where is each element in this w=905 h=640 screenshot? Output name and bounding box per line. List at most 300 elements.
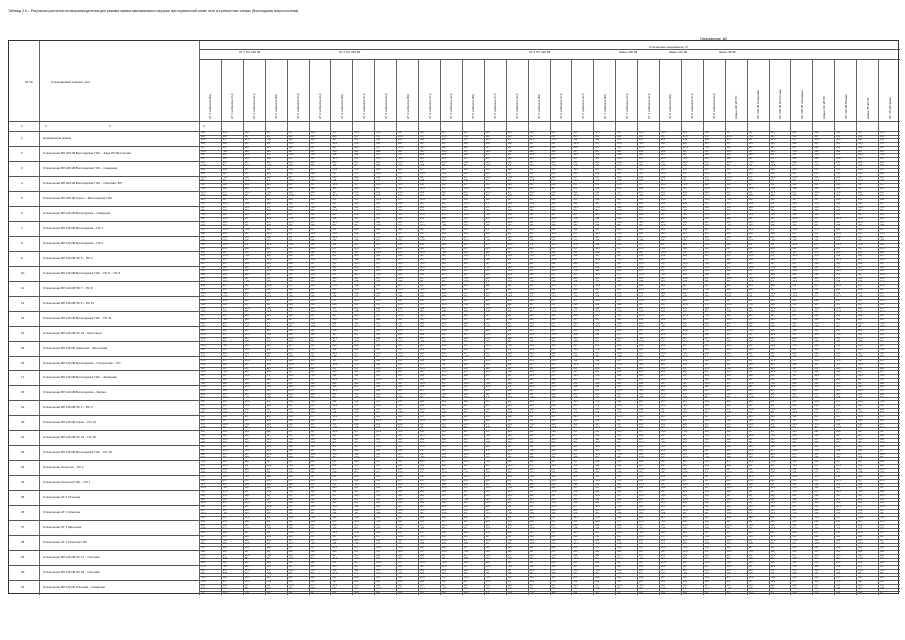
value-cell: 117 xyxy=(485,456,490,460)
value-cell: 2% xyxy=(376,411,380,415)
value-cell: 6.3 xyxy=(726,265,731,269)
value-cell: 116 xyxy=(704,467,709,471)
value-cell: 231 xyxy=(222,272,227,276)
value-cell: -1% xyxy=(595,374,600,378)
value-cell: 2% xyxy=(398,347,402,351)
value-cell: 10.5 xyxy=(595,299,600,303)
value-cell: 3% xyxy=(463,579,468,583)
value-cell: 231 xyxy=(244,430,249,434)
value-cell: 0% xyxy=(814,168,818,172)
value-cell: 10.5 xyxy=(398,329,403,333)
value-cell: 225 xyxy=(770,519,775,523)
value-cell: 10.4 xyxy=(266,437,272,441)
value-cell: 0% xyxy=(266,441,271,445)
value-cell: 117 xyxy=(858,486,862,490)
value-cell: 10.4 xyxy=(376,235,381,239)
value-cell: 228 xyxy=(244,246,249,250)
value-cell: 6.3 xyxy=(748,149,752,153)
value-cell: 118 xyxy=(551,396,556,400)
value-cell: 6.3 xyxy=(463,175,468,179)
value-cell: 0% xyxy=(201,516,205,520)
value-cell: 3% xyxy=(463,527,468,531)
value-cell: 10.5 xyxy=(244,542,250,546)
value-cell: 118 xyxy=(748,445,753,449)
value-cell: 231 xyxy=(310,160,315,164)
value-cell: 228 xyxy=(507,531,512,535)
value-cell: 225 xyxy=(244,261,249,265)
value-cell: 231 xyxy=(661,396,666,400)
value-cell: 118 xyxy=(726,456,731,460)
value-cell: 6.3 xyxy=(814,295,818,299)
value-cell: 116 xyxy=(376,478,381,482)
value-cell: 2% xyxy=(288,576,293,580)
value-cell: 231 xyxy=(704,490,709,494)
value-cell: 118 xyxy=(880,243,884,247)
value-cell: 228 xyxy=(748,205,753,209)
value-cell: 231 xyxy=(639,344,644,348)
value-cell: 10.4 xyxy=(661,430,666,434)
row-element: Отключение ВЛ 110 кВ Вологодская ГЭС – Западная xyxy=(43,376,117,380)
value-cell: 10.4 xyxy=(485,175,491,179)
value-cell: 225 xyxy=(792,183,797,187)
value-cell: -1% xyxy=(836,501,841,505)
value-cell: 6.3 xyxy=(420,549,424,553)
value-cell: 2% xyxy=(222,456,227,460)
header-group4: Шины 220 кВ xyxy=(619,50,638,54)
value-cell: 6.3 xyxy=(814,269,818,273)
value-cell: -1% xyxy=(661,325,666,329)
value-cell: 228 xyxy=(726,463,731,467)
value-cell: 10.5 xyxy=(266,478,272,482)
value-cell: 231 xyxy=(792,272,797,276)
value-cell: 225 xyxy=(551,392,556,396)
value-cell: 10.4 xyxy=(376,430,381,434)
value-cell: 116 xyxy=(441,377,446,381)
row-element: Отключение АТ 2 Опытная xyxy=(43,496,81,500)
value-cell: 2% xyxy=(814,224,818,228)
value-cell: 118 xyxy=(288,385,293,389)
value-cell: 228 xyxy=(726,216,731,220)
value-cell: 3% xyxy=(420,291,424,295)
value-cell: 117 xyxy=(222,587,227,591)
value-cell: 117 xyxy=(288,344,293,348)
value-cell: 6.3 xyxy=(858,310,862,314)
value-cell: 228 xyxy=(244,467,249,471)
value-cell: 0% xyxy=(836,441,840,445)
value-cell: 116 xyxy=(222,276,227,280)
value-cell: 2% xyxy=(836,471,840,475)
value-cell: -1% xyxy=(704,508,710,512)
value-cell: 118 xyxy=(485,329,490,333)
value-cell: 225 xyxy=(748,531,753,535)
value-cell: 10.5 xyxy=(485,332,491,336)
value-cell: 2% xyxy=(551,523,555,527)
value-cell: -1% xyxy=(332,426,337,430)
value-cell: 0% xyxy=(726,579,731,583)
value-cell: -1% xyxy=(814,396,819,400)
value-cell: 10.4 xyxy=(836,437,841,441)
value-cell: 0% xyxy=(748,411,753,415)
value-cell: 116 xyxy=(244,265,249,269)
value-cell: 10.5 xyxy=(704,265,710,269)
value-cell: 0% xyxy=(880,314,884,318)
value-cell: 6.3 xyxy=(376,534,380,538)
value-cell: -1% xyxy=(880,153,885,157)
value-cell: 0% xyxy=(880,508,884,512)
value-cell: 116 xyxy=(529,381,534,385)
value-cell: -1% xyxy=(398,430,403,434)
value-cell: 3% xyxy=(617,534,621,538)
value-cell: 116 xyxy=(310,332,315,336)
value-cell: 116 xyxy=(639,179,643,183)
value-cell: 228 xyxy=(682,280,687,284)
value-cell: 6.3 xyxy=(748,538,752,542)
value-cell: 117 xyxy=(573,486,578,490)
value-cell: 231 xyxy=(726,400,731,404)
value-cell: 225 xyxy=(376,527,381,531)
value-cell: 3% xyxy=(704,538,709,542)
value-cell: 10.4 xyxy=(420,366,425,370)
value-cell: 228 xyxy=(880,198,885,202)
value-cell: 225 xyxy=(441,310,446,314)
value-cell: -1% xyxy=(573,243,578,247)
value-cell: -1% xyxy=(551,138,556,142)
value-cell: 228 xyxy=(376,344,381,348)
value-cell: 228 xyxy=(682,396,687,400)
value-cell: 117 xyxy=(463,235,468,239)
value-cell: 118 xyxy=(551,448,556,452)
value-cell: 117 xyxy=(332,359,337,363)
value-cell: 10.4 xyxy=(792,280,798,284)
value-cell: 10.5 xyxy=(770,385,776,389)
value-cell: 0% xyxy=(573,235,577,239)
value-cell: 10.4 xyxy=(201,175,206,179)
value-cell: -1% xyxy=(310,516,315,520)
value-cell: -1% xyxy=(332,284,337,288)
value-cell: 117 xyxy=(814,497,819,501)
value-cell: 231 xyxy=(551,287,556,291)
value-cell: 118 xyxy=(770,497,775,501)
value-cell: -1% xyxy=(376,272,381,276)
value-cell: 231 xyxy=(354,149,359,153)
value-cell: 225 xyxy=(639,254,644,258)
value-cell: 231 xyxy=(463,258,468,262)
value-cell: -1% xyxy=(661,493,666,497)
value-cell: -1% xyxy=(639,583,644,587)
value-cell: 2% xyxy=(661,269,665,273)
value-cell: 10.4 xyxy=(726,329,732,333)
value-cell: 117 xyxy=(310,422,315,426)
value-cell: 116 xyxy=(595,359,600,363)
value-cell: 2% xyxy=(880,291,884,295)
value-cell: 228 xyxy=(814,493,819,497)
value-cell: 2% xyxy=(310,344,314,348)
value-cell: 3% xyxy=(661,523,665,527)
value-cell: -1% xyxy=(770,576,775,580)
value-cell: 231 xyxy=(617,460,622,464)
value-cell: 0% xyxy=(485,205,490,209)
value-cell: 2% xyxy=(748,441,753,445)
value-cell: 117 xyxy=(485,482,490,486)
value-cell: 228 xyxy=(704,332,709,336)
value-cell: 0% xyxy=(244,336,249,340)
value-cell: 117 xyxy=(507,561,512,565)
value-cell: -1% xyxy=(354,194,359,198)
value-cell: 6.3 xyxy=(266,153,271,157)
value-cell: 118 xyxy=(463,445,468,449)
value-cell: 10.4 xyxy=(244,164,250,168)
value-cell: 231 xyxy=(222,246,227,250)
value-cell: 3% xyxy=(770,490,775,494)
value-cell: 231 xyxy=(551,534,556,538)
value-cell: 10.5 xyxy=(880,441,885,445)
value-cell: 6.3 xyxy=(310,531,314,535)
value-cell: 10.5 xyxy=(726,486,732,490)
value-cell: 10.5 xyxy=(529,374,535,378)
value-cell: 116 xyxy=(880,553,884,557)
value-cell: 225 xyxy=(836,418,841,422)
value-cell: 231 xyxy=(310,497,315,501)
value-cell: 225 xyxy=(288,134,293,138)
value-cell: 116 xyxy=(792,329,797,333)
value-cell: 0% xyxy=(792,426,796,430)
value-cell: 116 xyxy=(814,239,819,243)
value-cell: 118 xyxy=(266,201,271,205)
value-cell: 10.5 xyxy=(617,430,622,434)
value-cell: 10.4 xyxy=(551,243,557,247)
row-number: 6 xyxy=(21,210,23,215)
value-cell: 10.5 xyxy=(222,269,228,273)
value-cell: 3% xyxy=(639,250,643,254)
value-cell: -1% xyxy=(595,568,600,572)
value-cell: 2% xyxy=(244,392,249,396)
value-cell: 6.3 xyxy=(420,497,424,501)
value-cell: 228 xyxy=(529,441,534,445)
value-cell: 3% xyxy=(661,549,665,553)
value-cell: 225 xyxy=(266,198,271,202)
value-cell: 231 xyxy=(485,583,490,587)
value-cell: 118 xyxy=(244,175,249,179)
value-cell: 10.5 xyxy=(266,284,272,288)
value-cell: 225 xyxy=(288,523,293,527)
row-element: Нормальный режим xyxy=(43,136,71,140)
value-cell: -1% xyxy=(288,243,293,247)
value-cell: 6.3 xyxy=(858,478,862,482)
value-cell: 10.4 xyxy=(288,153,294,157)
value-cell: 116 xyxy=(639,400,643,404)
value-cell: 116 xyxy=(682,336,687,340)
value-cell: 117 xyxy=(398,478,402,482)
value-cell: 6.3 xyxy=(441,239,446,243)
value-cell: 228 xyxy=(814,519,819,523)
value-cell: 10.4 xyxy=(485,564,491,568)
value-cell: -1% xyxy=(595,516,600,520)
value-cell: 10.4 xyxy=(617,531,622,535)
value-cell: 10.5 xyxy=(332,546,338,550)
value-cell: 10.5 xyxy=(266,310,272,314)
value-cell: 10.4 xyxy=(880,504,885,508)
value-cell: 116 xyxy=(485,561,490,565)
value-cell: 225 xyxy=(310,186,315,190)
value-cell: 116 xyxy=(770,418,775,422)
value-cell: 231 xyxy=(441,374,446,378)
value-cell: 116 xyxy=(266,149,271,153)
value-cell: 2% xyxy=(792,534,796,538)
value-cell: 0% xyxy=(661,186,665,190)
value-cell: 0% xyxy=(726,306,731,310)
column-header: АТ 4 (обмотка СН) xyxy=(427,93,432,119)
value-cell: 6.3 xyxy=(244,269,249,273)
value-cell: -1% xyxy=(551,579,556,583)
value-cell: 228 xyxy=(222,583,227,587)
value-cell: 10.4 xyxy=(814,190,820,194)
value-cell: 2% xyxy=(573,186,577,190)
value-cell: 228 xyxy=(661,344,666,348)
value-cell: 2% xyxy=(420,504,424,508)
value-cell: 3% xyxy=(573,325,577,329)
value-cell: 3% xyxy=(682,460,687,464)
value-cell: 10.5 xyxy=(529,542,535,546)
value-cell: 116 xyxy=(310,164,315,168)
value-cell: 225 xyxy=(288,355,293,359)
value-cell: 6.3 xyxy=(507,527,512,531)
value-cell: 117 xyxy=(310,475,315,479)
value-cell: 116 xyxy=(288,448,293,452)
value-cell: 228 xyxy=(507,415,512,419)
value-cell: 3% xyxy=(398,213,402,217)
value-cell: 225 xyxy=(288,302,293,306)
value-cell: 10.4 xyxy=(529,190,535,194)
value-cell: 2% xyxy=(573,576,577,580)
value-cell: 10.4 xyxy=(836,411,841,415)
value-cell: 0% xyxy=(529,362,534,366)
column-header: АТ 4 (обмотка НН) xyxy=(449,93,454,119)
value-cell: 2% xyxy=(661,216,665,220)
value-cell: -1% xyxy=(880,542,885,546)
value-cell: 231 xyxy=(661,448,666,452)
value-cell: 225 xyxy=(420,321,425,325)
value-cell: 228 xyxy=(441,463,446,467)
value-cell: 225 xyxy=(222,546,227,550)
value-cell: 228 xyxy=(420,385,425,389)
row-number: 11 xyxy=(21,285,25,290)
value-cell: 10.5 xyxy=(332,430,338,434)
value-cell: 116 xyxy=(770,250,775,254)
value-cell: 6.3 xyxy=(748,512,752,516)
value-cell: 3% xyxy=(748,138,753,142)
value-cell: 118 xyxy=(507,239,512,243)
value-cell: 231 xyxy=(836,456,841,460)
row-rule xyxy=(9,191,900,192)
value-cell: 10.5 xyxy=(398,276,403,280)
value-cell: 10.4 xyxy=(704,224,710,228)
value-cell: 225 xyxy=(485,493,490,497)
value-cell: 118 xyxy=(726,314,731,318)
value-cell: 3% xyxy=(836,362,840,366)
value-cell: 10.4 xyxy=(770,564,776,568)
value-cell: -1% xyxy=(310,374,315,378)
value-cell: 116 xyxy=(748,314,753,318)
value-cell: 10.4 xyxy=(376,377,381,381)
value-cell: 116 xyxy=(332,490,337,494)
value-cell: 116 xyxy=(222,302,227,306)
value-cell: 2% xyxy=(201,183,205,187)
value-cell: 116 xyxy=(836,370,841,374)
value-cell: 116 xyxy=(639,205,643,209)
value-cell: 6.3 xyxy=(595,388,599,392)
value-cell: 228 xyxy=(266,183,271,187)
value-cell: 116 xyxy=(880,501,884,505)
value-cell: 10.5 xyxy=(398,497,403,501)
value-cell: 10.4 xyxy=(880,284,885,288)
value-cell: 10.4 xyxy=(704,445,710,449)
value-cell: 116 xyxy=(858,228,862,232)
row-number: 7 xyxy=(21,225,23,230)
value-cell: 3% xyxy=(266,415,271,419)
value-cell: 0% xyxy=(354,134,358,138)
value-cell: 10.5 xyxy=(682,160,688,164)
value-cell: -1% xyxy=(507,486,512,490)
value-cell: 116 xyxy=(836,344,841,348)
value-cell: 3% xyxy=(222,568,227,572)
value-cell: 3% xyxy=(880,403,884,407)
value-cell: 225 xyxy=(726,426,731,430)
value-cell: 118 xyxy=(617,374,622,378)
value-cell: 118 xyxy=(376,220,381,224)
value-cell: 0% xyxy=(682,291,687,295)
value-cell: 10.5 xyxy=(441,291,447,295)
value-cell: 10.4 xyxy=(244,138,250,142)
value-cell: 10.4 xyxy=(814,332,820,336)
value-cell: 10.5 xyxy=(398,471,403,475)
value-cell: 117 xyxy=(595,201,600,205)
value-cell: 117 xyxy=(332,527,337,531)
value-cell: 117 xyxy=(792,418,797,422)
value-cell: 2% xyxy=(485,377,490,381)
value-cell: 2% xyxy=(814,561,818,565)
value-cell: 225 xyxy=(770,441,775,445)
value-cell: 10.5 xyxy=(748,591,754,595)
value-cell: 228 xyxy=(376,538,381,542)
value-cell: 6.3 xyxy=(529,243,533,247)
value-cell: 10.4 xyxy=(463,213,469,217)
value-cell: 10.5 xyxy=(288,336,294,340)
value-cell: -1% xyxy=(288,295,293,299)
value-cell: 117 xyxy=(420,194,424,198)
value-cell: 3% xyxy=(726,201,731,205)
value-cell: 0% xyxy=(682,512,687,516)
value-cell: 116 xyxy=(682,142,687,146)
value-cell: 0% xyxy=(441,359,446,363)
value-cell: 10.4 xyxy=(332,531,338,535)
value-cell: 228 xyxy=(617,134,622,138)
value-cell: -1% xyxy=(704,314,710,318)
value-cell: 231 xyxy=(858,587,863,591)
value-cell: 0% xyxy=(573,183,577,187)
value-cell: 10.5 xyxy=(880,519,885,523)
value-cell: 225 xyxy=(441,452,446,456)
value-cell: 3% xyxy=(244,478,249,482)
value-cell: 228 xyxy=(441,269,446,273)
value-cell: -1% xyxy=(748,523,753,527)
value-cell: 116 xyxy=(770,445,775,449)
value-cell: 118 xyxy=(814,512,819,516)
value-cell: 228 xyxy=(880,171,885,175)
value-cell: 231 xyxy=(354,291,359,295)
value-cell: 6.3 xyxy=(507,164,512,168)
row-number: 19 xyxy=(21,405,25,410)
value-cell: 10.5 xyxy=(880,130,885,134)
